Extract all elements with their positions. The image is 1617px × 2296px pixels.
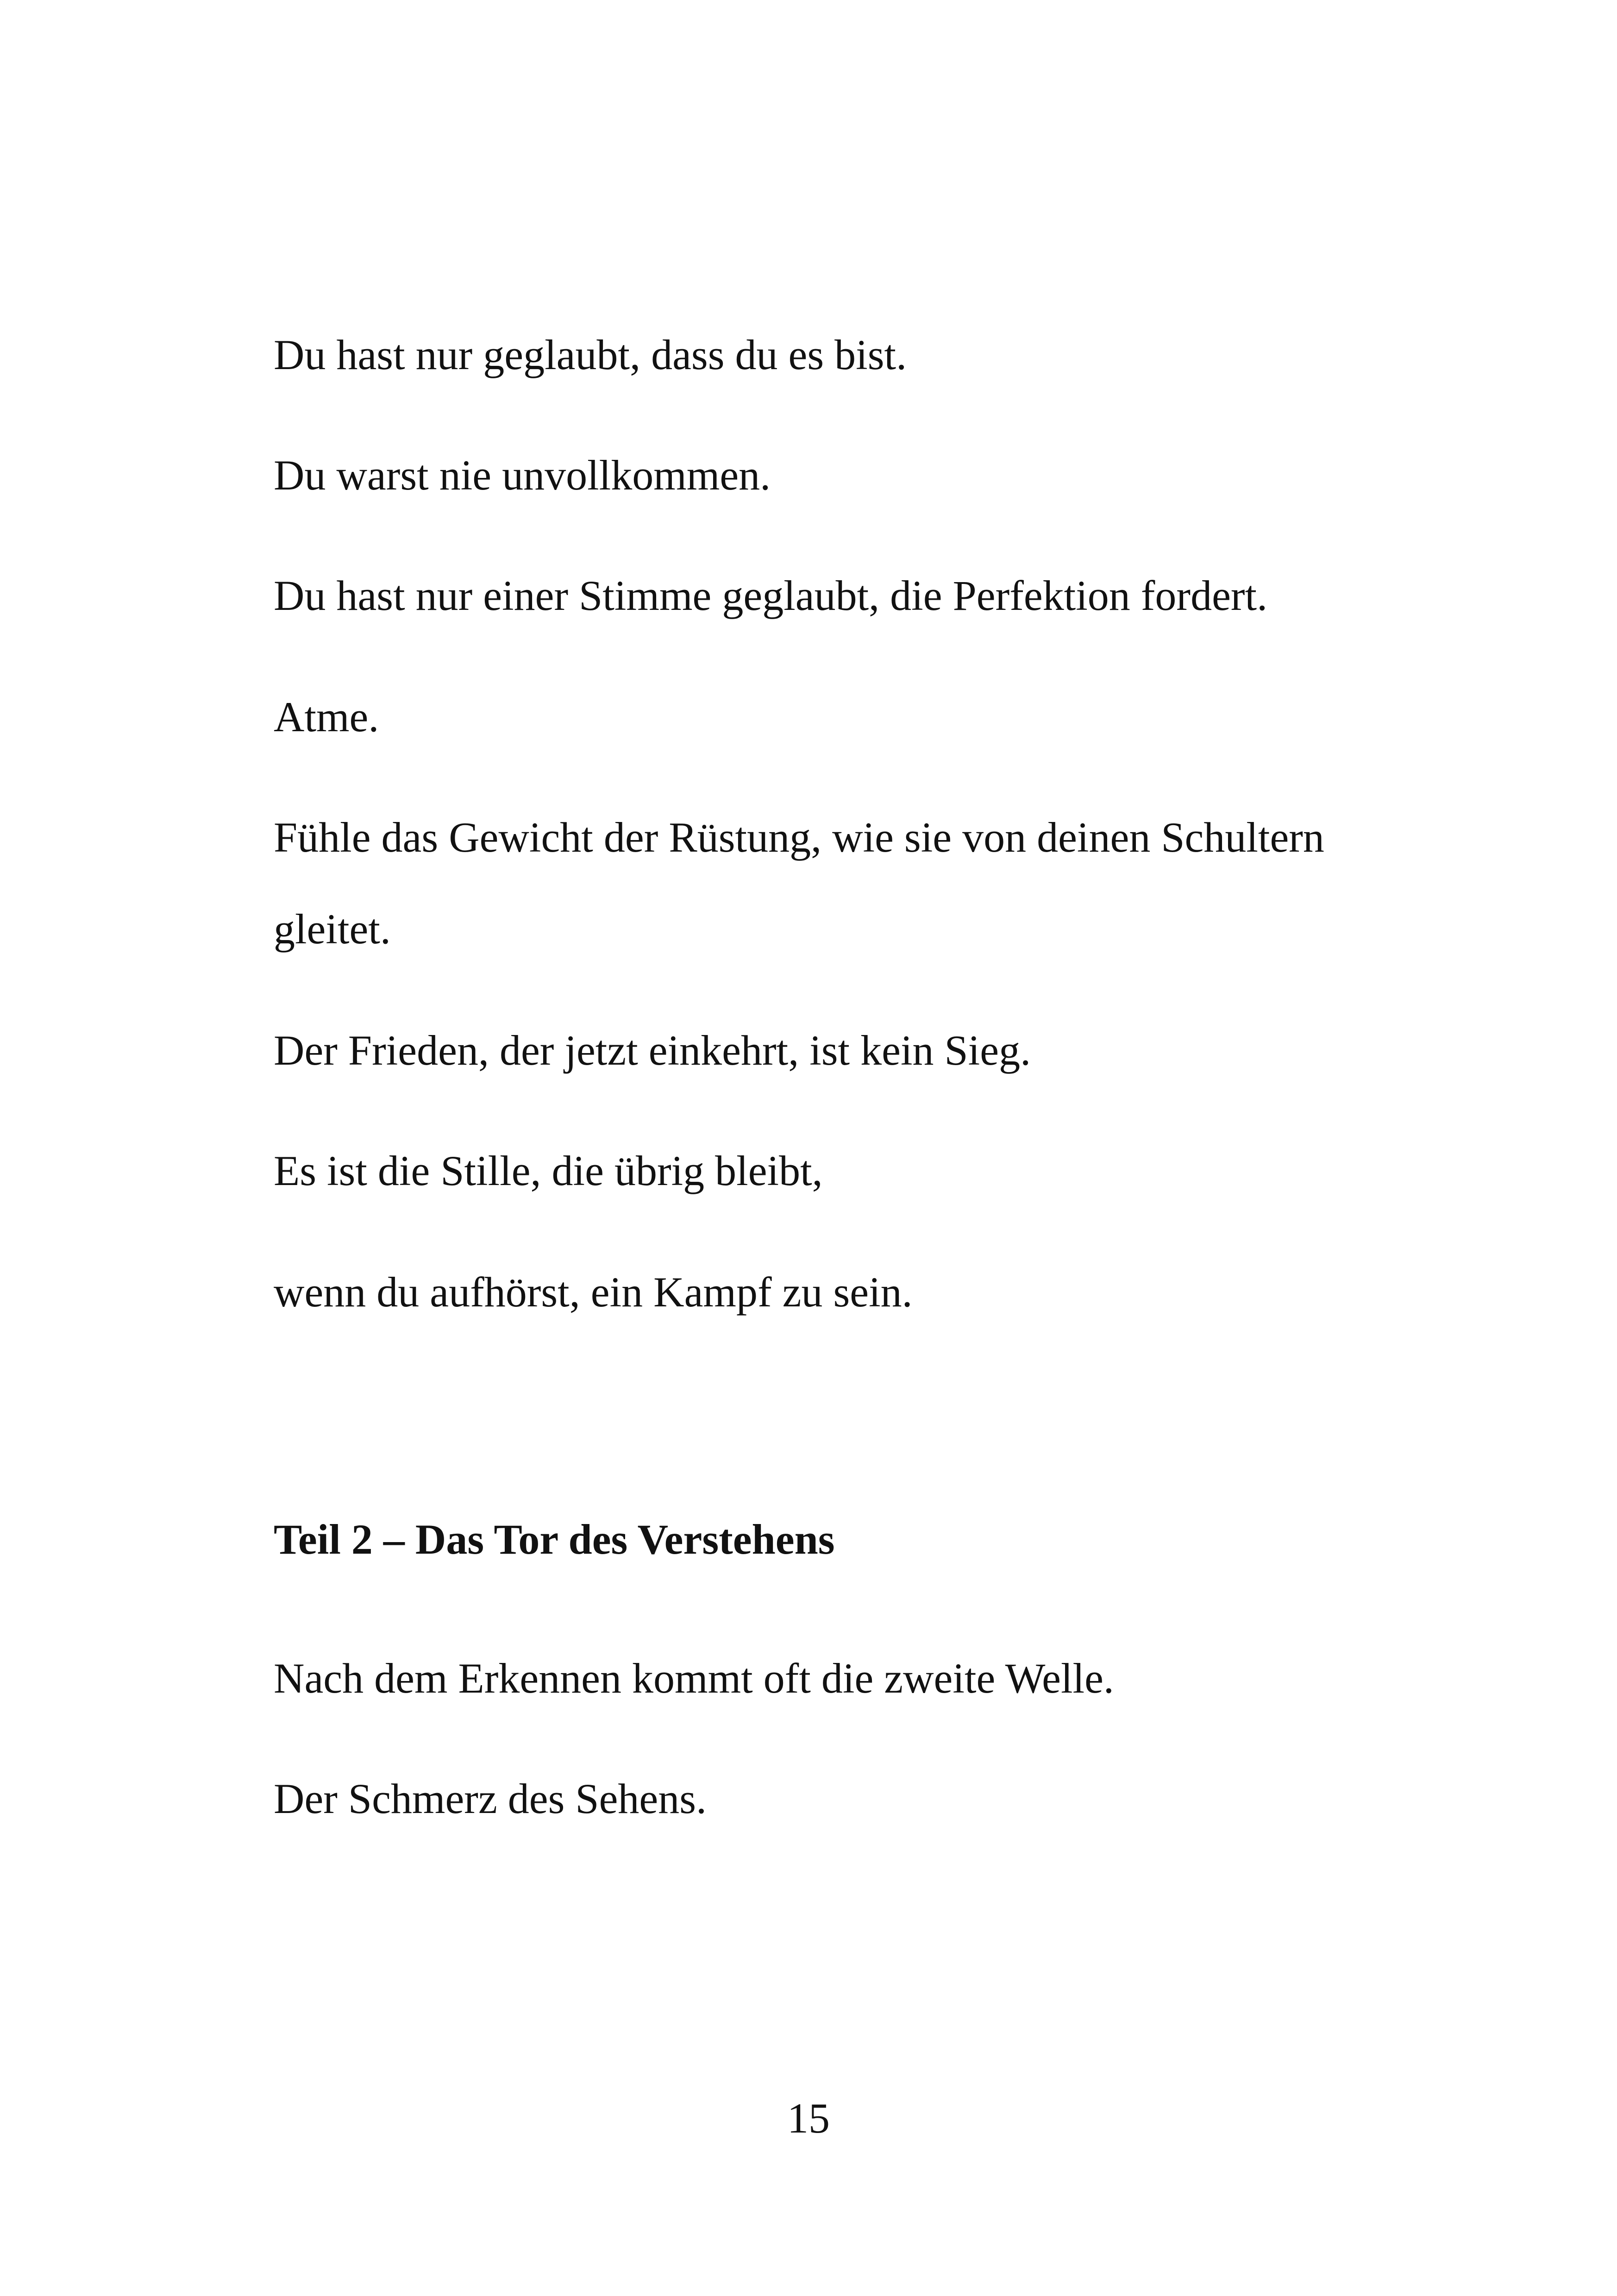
paragraph-line: gleitet. — [274, 905, 391, 953]
paragraph-line: wenn du aufhörst, ein Kampf zu sein. — [274, 1268, 913, 1316]
paragraph-line: Es ist die Stille, die übrig bleibt, — [274, 1147, 823, 1194]
paragraph-line: Der Schmerz des Sehens. — [274, 1775, 707, 1822]
paragraph-line: Du hast nur einer Stimme geglaubt, die Perfektion fordert. — [274, 572, 1268, 619]
paragraph-line: Atme. — [274, 693, 379, 740]
paragraph-line: Fühle das Gewicht der Rüstung, wie sie von deinen Schultern — [274, 814, 1324, 861]
paragraph-line: Du warst nie unvollkommen. — [274, 452, 771, 499]
section-heading: Teil 2 – Das Tor des Verstehens — [274, 1516, 835, 1563]
paragraph-line: Nach dem Erkennen kommt oft die zweite Welle. — [274, 1655, 1114, 1702]
page-number: 15 — [787, 2095, 830, 2142]
paragraph-line: Der Frieden, der jetzt einkehrt, ist kein Sieg. — [274, 1027, 1031, 1074]
paragraph-line: Du hast nur geglaubt, dass du es bist. — [274, 331, 907, 378]
